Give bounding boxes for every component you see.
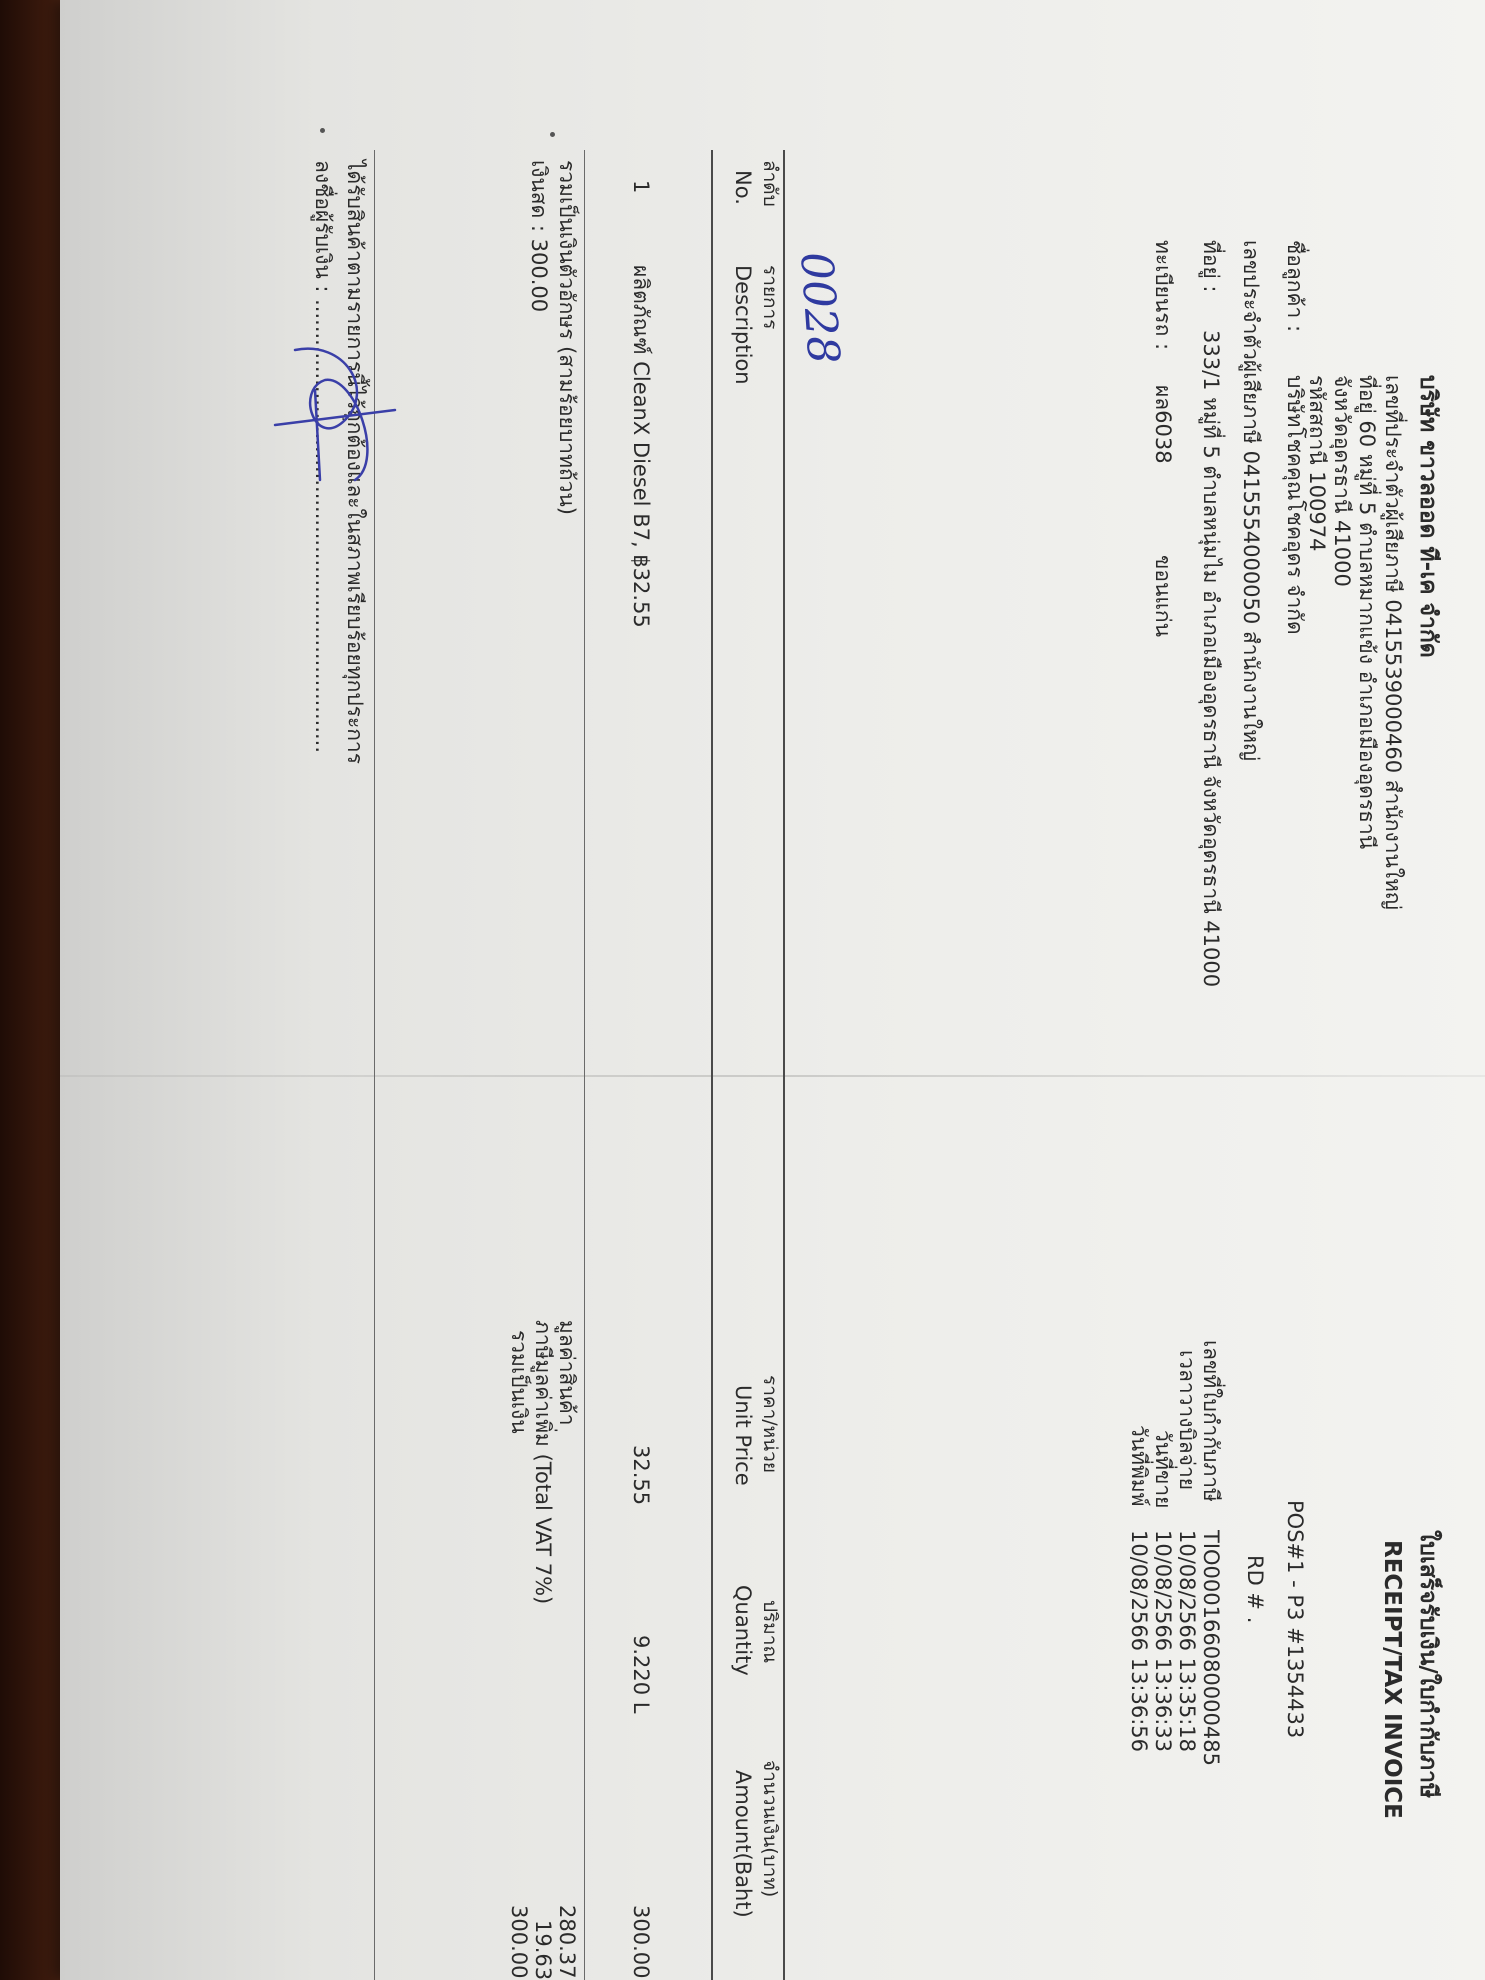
doc-title-english: RECEIPT/TAX INVOICE — [1379, 1540, 1405, 1819]
col-price-english: Unit Price — [731, 1385, 755, 1486]
issue-datetime: 10/08/2566 13:35:18 — [1175, 1530, 1199, 1753]
total-value: 300.00 — [507, 1905, 531, 1979]
col-desc-english: Description — [731, 265, 755, 385]
col-desc-thai: รายการ — [759, 265, 781, 330]
print-label: วันที่พิมพ์ — [1127, 1425, 1151, 1507]
col-amount-thai: จำนวนเงิน(บาท) — [759, 1760, 781, 1898]
row-amount: 300.00 — [629, 1905, 653, 1979]
vat-label: ภาษีมูลค่าเพิ่ม (Total VAT 7%) — [531, 1320, 555, 1605]
pos-number: POS#1 - P3 #1354433 — [1283, 1500, 1307, 1739]
invoice-number: TIO000166080000485 — [1199, 1530, 1223, 1766]
amount-in-words: รวมเป็นเงินตัวอักษร (สามร้อยบาทถ้วน) — [555, 160, 579, 515]
total-label: รวมเป็นเงิน — [507, 1330, 531, 1434]
table-top-rule — [783, 150, 785, 1980]
rd-number: RD # . — [1243, 1555, 1267, 1624]
issue-label: เวลาวางบิลจ่าย — [1175, 1350, 1199, 1491]
doc-title-thai: ใบเสร็จรับเงิน/ใบกำกับภาษี — [1415, 1530, 1441, 1799]
customer-address-label: ที่อยู่ : — [1199, 240, 1223, 293]
bullet-dot-2 — [320, 128, 325, 133]
row-no: 1 — [629, 180, 653, 194]
customer-address: 333/1 หมู่ที่ 5 ตำบลหนุ่มไม อำเภอเมืองอุดรธานี จังหวัดอุดรธานี 41000 — [1199, 330, 1223, 988]
customer-name: บริษัทโชคคุณโชคอุดร จำกัด — [1283, 375, 1307, 635]
cash-paid: เงินสด : 300.00 — [527, 160, 551, 313]
receipt-document — [60, 0, 1485, 1980]
receipt-paper — [60, 0, 1485, 1980]
handwritten-note: 0028 — [790, 250, 849, 366]
plate-province: ขอนแก่น — [1151, 555, 1175, 637]
company-address-line2: จังหวัดอุดรธานี 41000 — [1330, 375, 1354, 587]
table-bottom-rule — [584, 150, 585, 1980]
col-no-thai: ลำดับ — [759, 160, 781, 207]
col-price-thai: ราคา/หน่วย — [759, 1375, 781, 1473]
row-unit-price: 32.55 — [629, 1445, 653, 1506]
col-amount-english: Amount(Baht) — [731, 1770, 755, 1918]
customer-taxid: เลขประจำตัวผู้เสียภาษี 0415554000050 สำนักงานใหญ่ — [1239, 240, 1263, 762]
row-description: ผลิตภัณฑ์ CleanX Diesel B7, ฿32.55 — [629, 265, 653, 628]
col-no-english: No. — [731, 170, 755, 205]
col-qty-english: Quantity — [731, 1585, 755, 1676]
subtotal-value: 280.37 — [555, 1905, 579, 1979]
company-name: บริษัท ขาวลออด ที-เค จำกัด — [1415, 375, 1441, 658]
received-statement: ได้รับสินค้าตามรายการนี้ไว้ถูกต้องและในสภาพเรียบร้อยทุกประการ — [343, 160, 367, 765]
subtotal-label: มูลค่าสินค้า — [555, 1320, 579, 1426]
table-header-rule — [711, 150, 713, 1980]
sale-datetime: 10/08/2566 13:36:33 — [1151, 1530, 1175, 1753]
company-address-line1: ที่อยู่ 60 หมู่ที่ 5 ตำบลหมากแข้ง อำเภอเมืองอุดรธานี — [1355, 375, 1379, 850]
customer-name-label: ชื่อลูกค้า : — [1283, 240, 1307, 333]
plate-label: ทะเบียนรถ : — [1151, 240, 1175, 351]
bullet-dot — [550, 132, 555, 137]
row-quantity: 9.220 L — [629, 1635, 653, 1714]
plate-number: ผล6038 — [1151, 385, 1175, 464]
company-taxid: เลขที่ประจำตัวผู้เสียภาษี 0415539000460 สำนักงานใหญ่ — [1381, 375, 1405, 910]
sale-label: วันที่ขาย — [1151, 1430, 1175, 1509]
vat-value: 19.63 — [531, 1920, 555, 1980]
invoice-label: เลขที่ใบกำกับภาษี — [1199, 1340, 1223, 1502]
signature-mark — [265, 330, 415, 500]
signature-line: ลงชื่อผู้รับเงิน : .................................................................... — [311, 160, 335, 754]
col-qty-thai: ปริมาณ — [759, 1600, 781, 1664]
company-station-code: รหัสสถานี 100974 — [1305, 375, 1329, 552]
print-datetime: 10/08/2566 13:36:56 — [1127, 1530, 1151, 1753]
